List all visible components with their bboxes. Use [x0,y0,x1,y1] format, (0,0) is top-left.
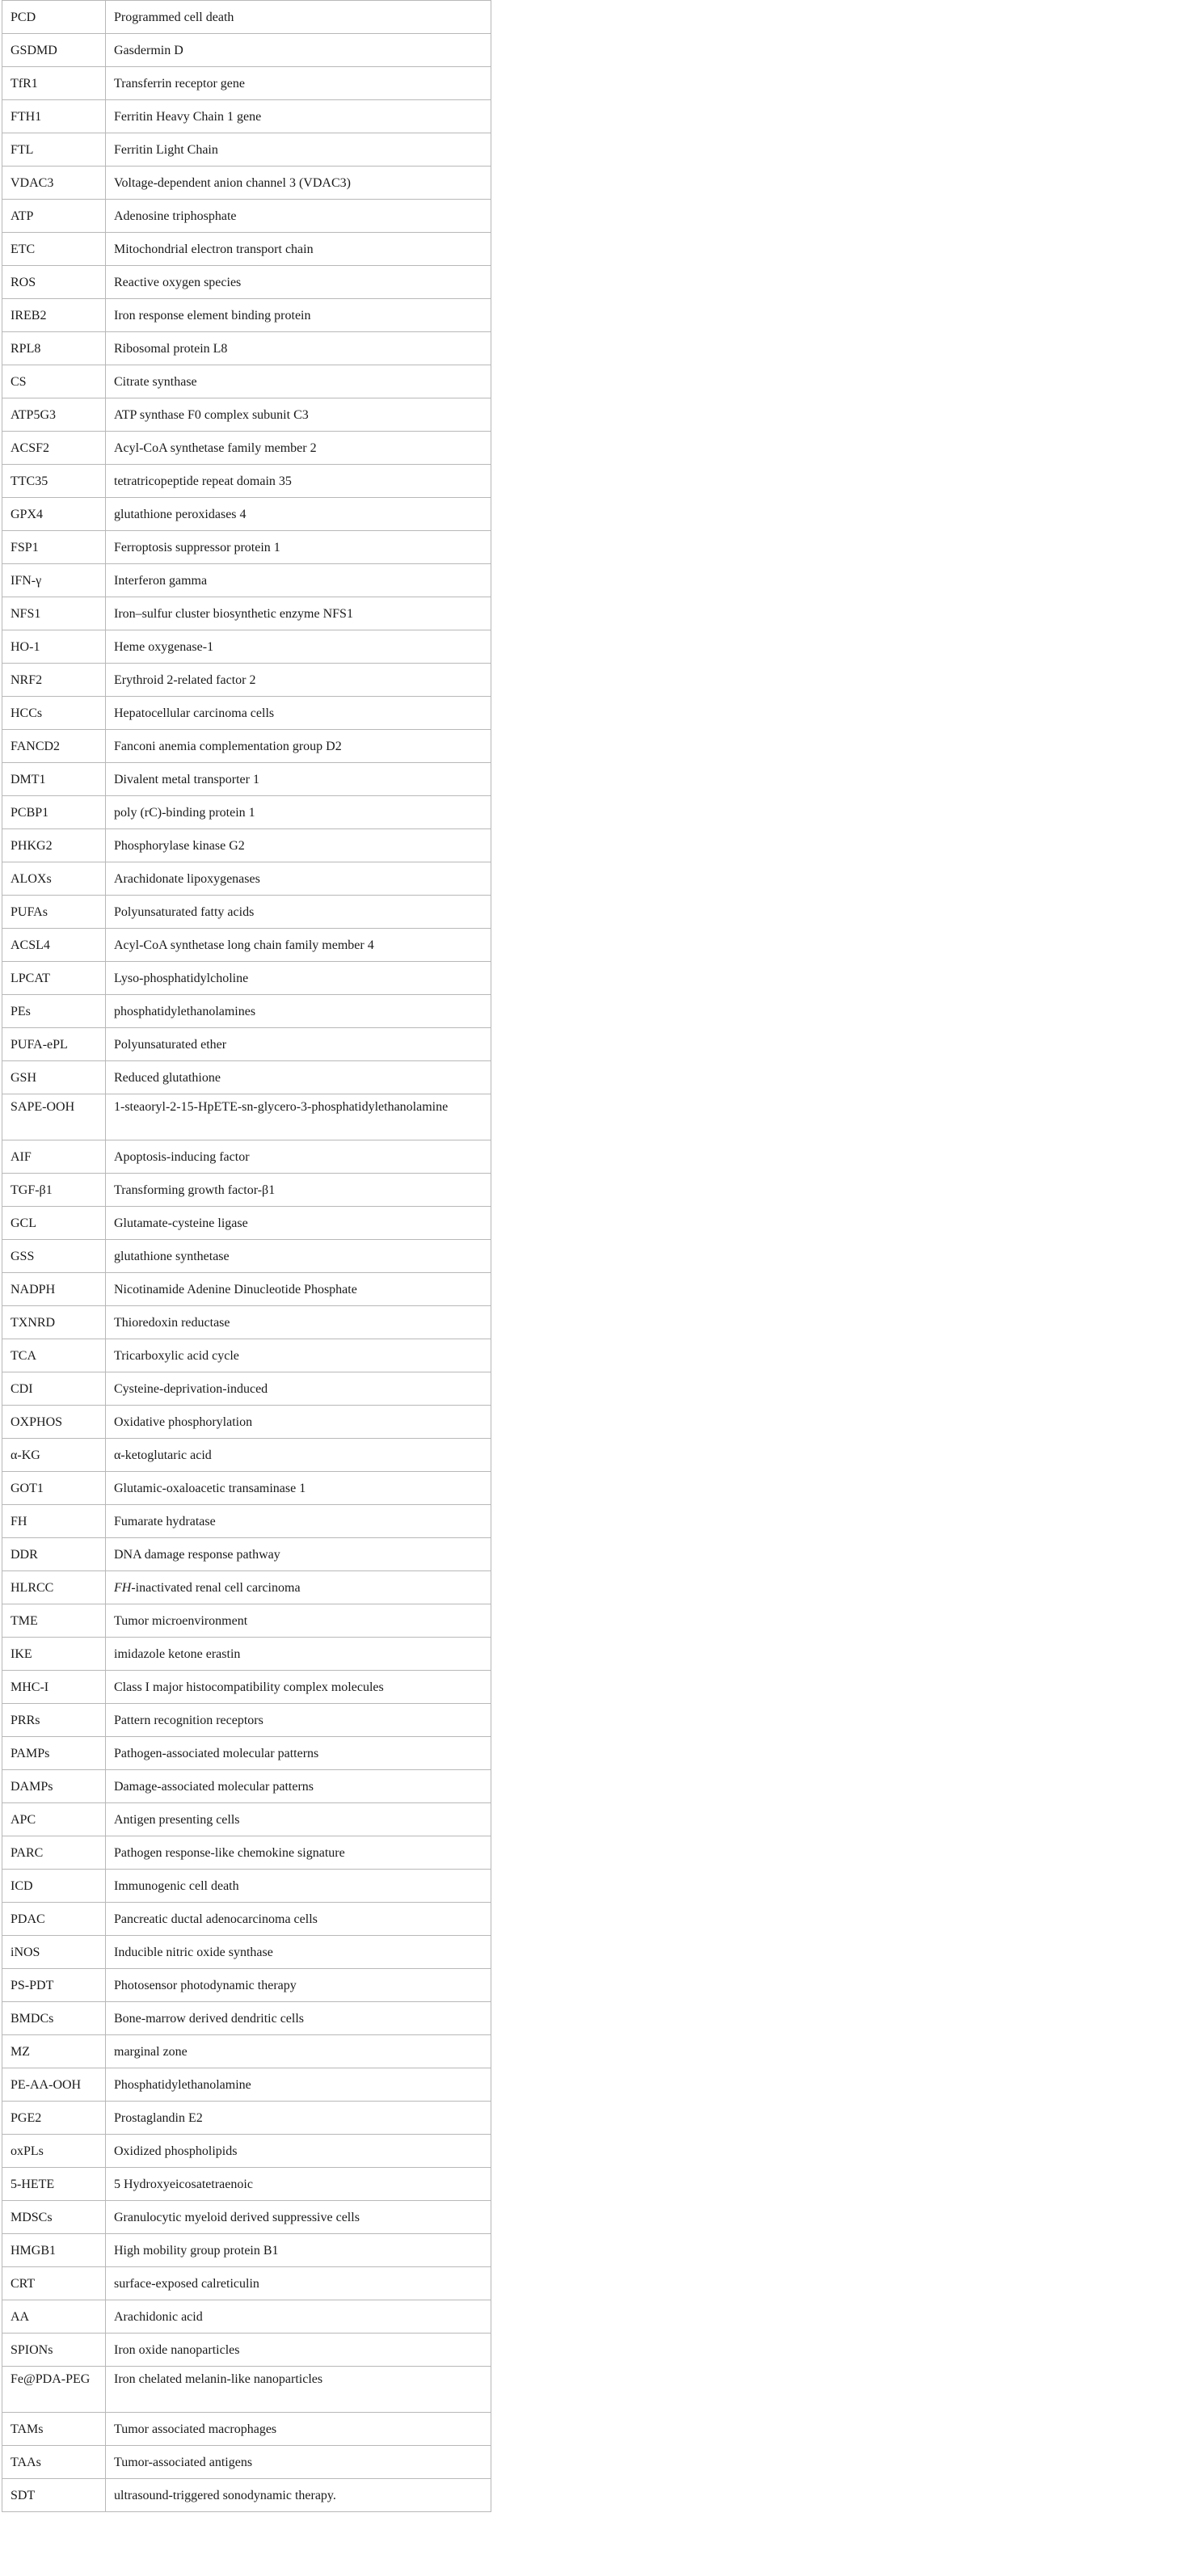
abbreviation-cell: CS [2,365,106,398]
table-row [2,1969,491,2002]
table-row [2,432,491,465]
abbreviation-cell: FTH1 [2,100,106,133]
abbreviation-cell: GPX4 [2,498,106,531]
definition-cell: Hepatocellular carcinoma cells [106,697,491,730]
definition-cell: Oxidized phospholipids [106,2135,491,2168]
abbreviation-cell: NRF2 [2,664,106,697]
table-row [2,929,491,962]
abbreviation-cell: FANCD2 [2,730,106,763]
definition-cell: Pancreatic ductal adenocarcinoma cells [106,1903,491,1936]
abbreviation-cell: RPL8 [2,332,106,365]
abbreviation-cell: ETC [2,233,106,266]
definition-cell: Ferritin Heavy Chain 1 gene [106,100,491,133]
abbreviation-cell: TAAs [2,2446,106,2479]
abbreviation-cell: PE-AA-OOH [2,2068,106,2102]
table-row [2,1671,491,1704]
abbreviation-cell: AIF [2,1140,106,1174]
abbreviation-cell: HLRCC [2,1571,106,1604]
table-row [2,233,491,266]
table-row [2,2267,491,2300]
table-row [2,2035,491,2068]
table-row [2,2135,491,2168]
table-row [2,1028,491,1061]
abbreviation-cell: MDSCs [2,2201,106,2234]
table-row [2,630,491,664]
abbreviation-cell: PUFAs [2,896,106,929]
table-row [2,730,491,763]
table-row [2,763,491,796]
abbreviation-cell: IREB2 [2,299,106,332]
table-row [2,896,491,929]
definition-cell: Polyunsaturated fatty acids [106,896,491,929]
abbreviation-cell: DMT1 [2,763,106,796]
definition-cell: imidazole ketone erastin [106,1638,491,1671]
abbreviation-cell: SAPE-OOH [2,1094,106,1140]
table-row [2,1,491,34]
abbreviation-cell: oxPLs [2,2135,106,2168]
definition-cell: Pathogen-associated molecular patterns [106,1737,491,1770]
definition-cell: Gasdermin D [106,34,491,67]
abbreviation-cell: TTC35 [2,465,106,498]
definition-cell: glutathione peroxidases 4 [106,498,491,531]
definition-cell: Bone-marrow derived dendritic cells [106,2002,491,2035]
abbreviation-cell: CDI [2,1372,106,1406]
definition-cell: Fumarate hydratase [106,1505,491,1538]
abbreviation-cell: ATP [2,200,106,233]
abbreviation-cell: FTL [2,133,106,167]
abbreviation-cell: FSP1 [2,531,106,564]
table-row [2,962,491,995]
abbreviations-table [2,0,491,2512]
table-row [2,1604,491,1638]
table-row [2,995,491,1028]
definition-cell: poly (rC)-binding protein 1 [106,796,491,829]
definition-cell: marginal zone [106,2035,491,2068]
definition-cell: 1-steaoryl-2-15-HpETE-sn-glycero-3-phosphatidylethanolamine [106,1094,491,1140]
definition-cell: Polyunsaturated ether [106,1028,491,1061]
table-row [2,2068,491,2102]
definition-cell: surface-exposed calreticulin [106,2267,491,2300]
abbreviation-cell: ICD [2,1870,106,1903]
definition-cell: Ferroptosis suppressor protein 1 [106,531,491,564]
definition-cell: Programmed cell death [106,1,491,34]
table-row [2,332,491,365]
abbreviation-cell: TfR1 [2,67,106,100]
definition-cell: Citrate synthase [106,365,491,398]
table-row [2,2413,491,2446]
definition-cell: α-ketoglutaric acid [106,1439,491,1472]
table-row [2,564,491,597]
table-row [2,1240,491,1273]
definition-cell: Immunogenic cell death [106,1870,491,1903]
table-row [2,398,491,432]
definition-cell: tetratricopeptide repeat domain 35 [106,465,491,498]
abbreviation-cell: ROS [2,266,106,299]
abbreviation-cell: NADPH [2,1273,106,1306]
table-row [2,1803,491,1836]
definition-cell: Granulocytic myeloid derived suppressive cells [106,2201,491,2234]
abbreviation-cell: α-KG [2,1439,106,1472]
definition-cell: Iron response element binding protein [106,299,491,332]
abbreviation-cell: GSDMD [2,34,106,67]
definition-cell: Erythroid 2-related factor 2 [106,664,491,697]
definition-cell: Mitochondrial electron transport chain [106,233,491,266]
abbreviation-cell: iNOS [2,1936,106,1969]
definition-cell: Divalent metal transporter 1 [106,763,491,796]
table-row [2,1903,491,1936]
table-row [2,664,491,697]
definition-cell: Glutamic-oxaloacetic transaminase 1 [106,1472,491,1505]
table-row [2,1571,491,1604]
table-row [2,1372,491,1406]
table-row [2,2102,491,2135]
definition-cell: Pattern recognition receptors [106,1704,491,1737]
table-row [2,2234,491,2267]
table-row [2,1306,491,1339]
abbreviation-cell: GSS [2,1240,106,1273]
abbreviation-cell: APC [2,1803,106,1836]
abbreviation-cell: AA [2,2300,106,2334]
definition-cell: ATP synthase F0 complex subunit C3 [106,398,491,432]
abbreviation-cell: PEs [2,995,106,1028]
table-row [2,1870,491,1903]
definition-cell: Cysteine-deprivation-induced [106,1372,491,1406]
definition-cell: Fanconi anemia complementation group D2 [106,730,491,763]
definition-cell: Arachidonate lipoxygenases [106,862,491,896]
table-row [2,100,491,133]
table-row [2,299,491,332]
definition-cell: Oxidative phosphorylation [106,1406,491,1439]
table-row [2,1273,491,1306]
abbreviation-cell: PDAC [2,1903,106,1936]
table-row [2,167,491,200]
table-row [2,365,491,398]
definition-cell: Damage-associated molecular patterns [106,1770,491,1803]
table-row [2,1538,491,1571]
abbreviation-cell: IFN-γ [2,564,106,597]
definition-cell [106,1571,491,1604]
abbreviations-table-body [2,1,491,2512]
abbreviation-cell: ACSL4 [2,929,106,962]
table-row [2,1704,491,1737]
definition-cell: Arachidonic acid [106,2300,491,2334]
abbreviation-cell: HCCs [2,697,106,730]
abbreviation-cell: TAMs [2,2413,106,2446]
abbreviation-cell: MHC-I [2,1671,106,1704]
table-row [2,1936,491,1969]
definition-cell: Iron–sulfur cluster biosynthetic enzyme NFS1 [106,597,491,630]
abbreviation-cell: GCL [2,1207,106,1240]
definition-cell: Tumor microenvironment [106,1604,491,1638]
definition-cell: Heme oxygenase-1 [106,630,491,664]
abbreviation-cell: HO-1 [2,630,106,664]
table-row [2,1505,491,1538]
definition-cell: Acyl-CoA synthetase family member 2 [106,432,491,465]
abbreviation-cell: SDT [2,2479,106,2512]
definition-cell: Voltage-dependent anion channel 3 (VDAC3) [106,167,491,200]
definition-cell: Photosensor photodynamic therapy [106,1969,491,2002]
table-row [2,200,491,233]
definition-cell: Iron oxide nanoparticles [106,2334,491,2367]
abbreviation-cell: NFS1 [2,597,106,630]
table-row [2,266,491,299]
abbreviation-cell: PARC [2,1836,106,1870]
abbreviation-cell: HMGB1 [2,2234,106,2267]
abbreviation-cell: ACSF2 [2,432,106,465]
table-row [2,2168,491,2201]
definition-cell: Ribosomal protein L8 [106,332,491,365]
table-row [2,531,491,564]
abbreviation-cell: OXPHOS [2,1406,106,1439]
abbreviation-cell: PCBP1 [2,796,106,829]
abbreviation-cell: TME [2,1604,106,1638]
definition-cell: Thioredoxin reductase [106,1306,491,1339]
table-row [2,2002,491,2035]
table-row [2,1770,491,1803]
abbreviation-cell: TGF-β1 [2,1174,106,1207]
abbreviation-cell: LPCAT [2,962,106,995]
abbreviation-cell: ALOXs [2,862,106,896]
abbreviation-cell: TXNRD [2,1306,106,1339]
definition-cell: Adenosine triphosphate [106,200,491,233]
definition-cell: Antigen presenting cells [106,1803,491,1836]
abbreviation-cell: PRRs [2,1704,106,1737]
definition-cell: Tumor-associated antigens [106,2446,491,2479]
table-row [2,1439,491,1472]
table-row [2,1638,491,1671]
definition-cell: Glutamate-cysteine ligase [106,1207,491,1240]
definition-cell: Transferrin receptor gene [106,67,491,100]
definition-cell: Tricarboxylic acid cycle [106,1339,491,1372]
table-row [2,2479,491,2512]
definition-cell: High mobility group protein B1 [106,2234,491,2267]
abbreviation-cell: FH [2,1505,106,1538]
table-row [2,67,491,100]
abbreviation-cell: CRT [2,2267,106,2300]
definition-cell: Iron chelated melanin-like nanoparticles [106,2367,491,2413]
table-row [2,2300,491,2334]
table-row [2,1140,491,1174]
table-row [2,2446,491,2479]
definition-cell: Transforming growth factor-β1 [106,1174,491,1207]
definition-cell: phosphatidylethanolamines [106,995,491,1028]
table-row [2,1207,491,1240]
table-row [2,829,491,862]
abbreviation-cell: VDAC3 [2,167,106,200]
table-row [2,465,491,498]
table-row [2,1737,491,1770]
definition-rest: -inactivated renal cell carcinoma [131,1580,301,1595]
table-row [2,1406,491,1439]
abbreviation-cell: BMDCs [2,2002,106,2035]
table-row [2,1094,491,1140]
definition-cell: Reactive oxygen species [106,266,491,299]
definition-cell: Acyl-CoA synthetase long chain family member 4 [106,929,491,962]
definition-cell: Tumor associated macrophages [106,2413,491,2446]
definition-cell: Nicotinamide Adenine Dinucleotide Phosphate [106,1273,491,1306]
table-row [2,862,491,896]
definition-cell: 5 Hydroxyeicosatetraenoic [106,2168,491,2201]
definition-cell: Phosphorylase kinase G2 [106,829,491,862]
definition-cell: Prostaglandin E2 [106,2102,491,2135]
definition-cell: Apoptosis-inducing factor [106,1140,491,1174]
abbreviation-cell: MZ [2,2035,106,2068]
table-row [2,2201,491,2234]
definition-cell: Pathogen response-like chemokine signature [106,1836,491,1870]
abbreviation-cell: 5-HETE [2,2168,106,2201]
table-row [2,133,491,167]
abbreviation-cell: PAMPs [2,1737,106,1770]
table-row [2,1339,491,1372]
definition-cell: Class I major histocompatibility complex molecules [106,1671,491,1704]
abbreviation-cell: PGE2 [2,2102,106,2135]
table-row [2,597,491,630]
abbreviation-cell: SPIONs [2,2334,106,2367]
table-row [2,2334,491,2367]
abbreviation-cell: ATP5G3 [2,398,106,432]
abbreviation-cell: GSH [2,1061,106,1094]
abbreviation-cell: IKE [2,1638,106,1671]
table-row [2,34,491,67]
definition-cell: Ferritin Light Chain [106,133,491,167]
definition-cell: Reduced glutathione [106,1061,491,1094]
definition-cell: Inducible nitric oxide synthase [106,1936,491,1969]
definition-cell: glutathione synthetase [106,1240,491,1273]
abbreviation-cell: PS-PDT [2,1969,106,2002]
abbreviation-cell: GOT1 [2,1472,106,1505]
table-row [2,1061,491,1094]
abbreviation-cell: DAMPs [2,1770,106,1803]
definition-cell: Lyso-phosphatidylcholine [106,962,491,995]
abbreviation-cell: PHKG2 [2,829,106,862]
definition-cell: ultrasound-triggered sonodynamic therapy. [106,2479,491,2512]
table-row [2,697,491,730]
table-row [2,1836,491,1870]
abbreviation-cell: DDR [2,1538,106,1571]
abbreviation-cell: PCD [2,1,106,34]
abbreviation-cell: TCA [2,1339,106,1372]
table-row [2,1174,491,1207]
table-row [2,2367,491,2413]
table-row [2,1472,491,1505]
abbreviation-cell: PUFA-ePL [2,1028,106,1061]
abbreviation-cell: Fe@PDA-PEG [2,2367,106,2413]
definition-cell: Phosphatidylethanolamine [106,2068,491,2102]
definition-italic-prefix: FH [114,1580,132,1595]
definition-cell: Interferon gamma [106,564,491,597]
definition-cell: DNA damage response pathway [106,1538,491,1571]
table-row [2,796,491,829]
table-row [2,498,491,531]
